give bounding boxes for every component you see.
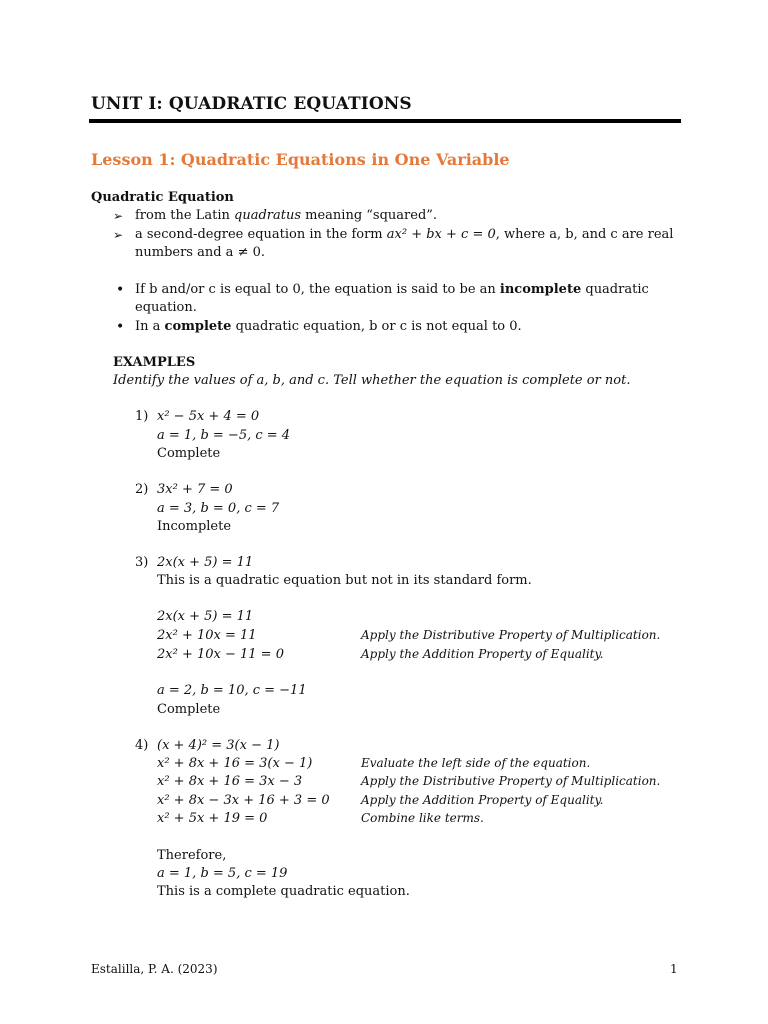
example-values: a = 2, b = 10, c = −11 <box>157 683 307 698</box>
example-number: 3) <box>135 555 149 570</box>
example-number: 2) <box>135 482 149 497</box>
example-number: 4) <box>135 738 149 753</box>
lesson-title: Lesson 1: Quadratic Equations in One Variable <box>91 150 510 169</box>
title-rule <box>89 119 681 123</box>
example-result: Complete <box>157 446 221 461</box>
step-reason: Apply the Distributive Property of Multiplication. <box>361 628 661 642</box>
example-result: Complete <box>157 702 221 717</box>
unit-title: UNIT I: QUADRATIC EQUATIONS <box>91 94 412 114</box>
step-expression: x² + 8x + 16 = 3x − 3 <box>157 774 303 789</box>
page-number: 1 <box>670 962 678 976</box>
step-reason: Evaluate the left side of the equation. <box>361 756 591 770</box>
example-number: 1) <box>135 409 149 424</box>
step-expression: x² + 8x + 16 = 3(x − 1) <box>157 756 313 771</box>
example-result: Incomplete <box>157 519 232 534</box>
example-values: a = 3, b = 0, c = 7 <box>157 501 280 516</box>
step-expression: 2x² + 10x = 11 <box>157 628 257 643</box>
example-values: a = 1, b = −5, c = 4 <box>157 428 291 443</box>
step-reason: Apply the Addition Property of Equality. <box>361 793 604 807</box>
therefore-label: Therefore, <box>157 848 227 863</box>
arrow-bullet-icon: ➢ <box>113 228 124 242</box>
example-equation: 3x² + 7 = 0 <box>157 482 233 497</box>
example-note: This is a quadratic equation but not in its standard form. <box>157 573 532 588</box>
arrow-bullet-1: from the Latin quadratus meaning “squared”. <box>135 208 438 223</box>
bullet-dot-icon: • <box>116 282 125 298</box>
example-equation: 2x(x + 5) = 11 <box>157 555 254 570</box>
step-reason: Combine like terms. <box>361 811 484 825</box>
step-reason: Apply the Addition Property of Equality. <box>361 647 604 661</box>
arrow-bullet-2-line2: numbers and a ≠ 0. <box>135 245 265 260</box>
step-reason: Apply the Distributive Property of Multiplication. <box>361 774 661 788</box>
step-expression: x² + 8x − 3x + 16 + 3 = 0 <box>157 793 330 808</box>
examples-heading: EXAMPLES <box>113 355 196 370</box>
example-equation: (x + 4)² = 3(x − 1) <box>157 738 280 753</box>
definition-heading: Quadratic Equation <box>91 190 234 205</box>
step-expression: 2x² + 10x − 11 = 0 <box>157 647 284 662</box>
step-expression: x² + 5x + 19 = 0 <box>157 811 268 826</box>
arrow-bullet-icon: ➢ <box>113 209 124 223</box>
examples-instruction: Identify the values of a, b, and c. Tell whether the equation is complete or not. <box>113 373 631 388</box>
step-expression: 2x(x + 5) = 11 <box>157 609 254 624</box>
dot-bullet-1-line2: equation. <box>135 300 197 315</box>
arrow-bullet-2-line1: a second-degree equation in the form ax² + bx + c = 0, where a, b, and c are real <box>135 227 674 242</box>
footer-author: Estalilla, P. A. (2023) <box>91 962 218 976</box>
dot-bullet-1-line1: If b and/or c is equal to 0, the equation is said to be an incomplete quadratic <box>135 282 649 297</box>
example-values: a = 1, b = 5, c = 19 <box>157 866 288 881</box>
example-equation: x² − 5x + 4 = 0 <box>157 409 260 424</box>
bullet-dot-icon: • <box>116 319 125 335</box>
example-result: This is a complete quadratic equation. <box>157 884 410 899</box>
dot-bullet-2: In a complete quadratic equation, b or c is not equal to 0. <box>135 319 522 334</box>
